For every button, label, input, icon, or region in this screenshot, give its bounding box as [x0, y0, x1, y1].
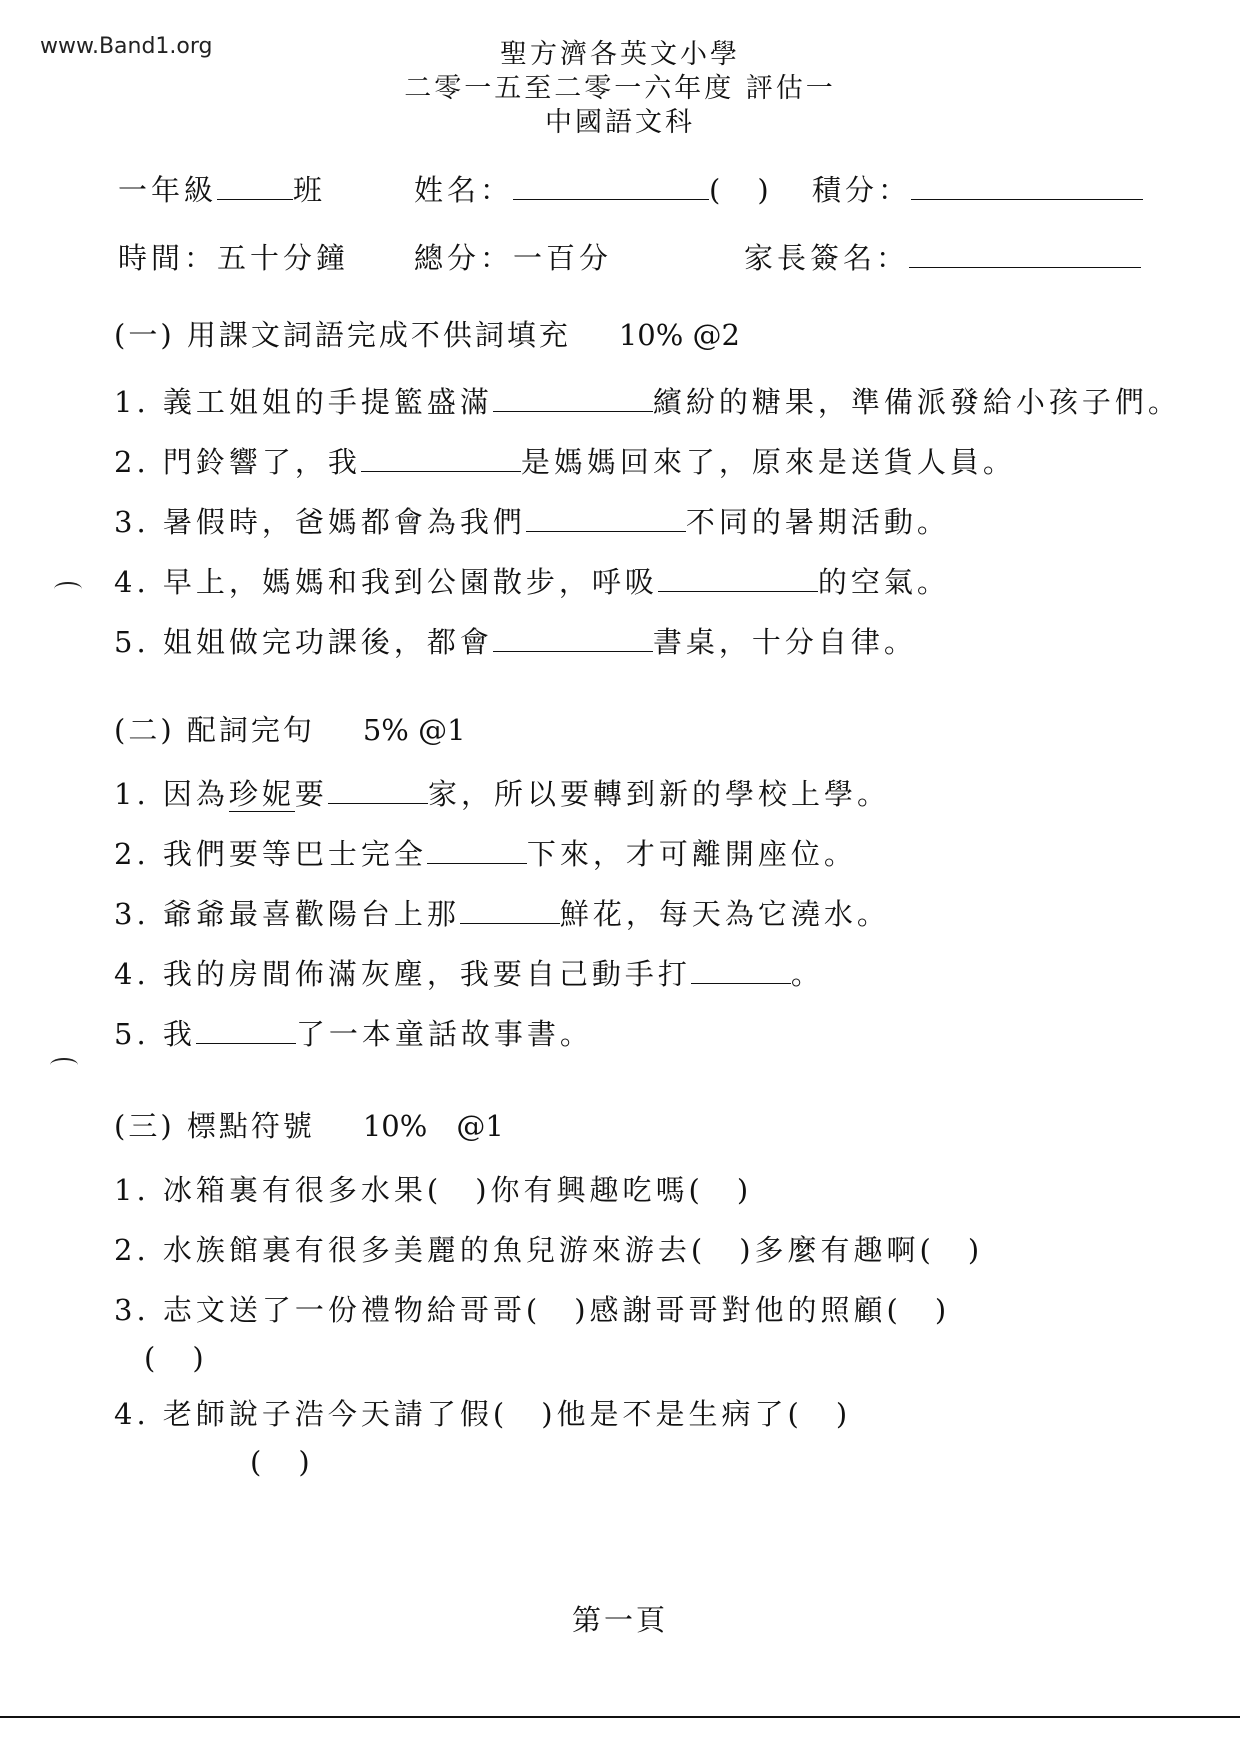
s3-item-1 [114, 1168, 752, 1209]
answer-blank[interactable] [493, 387, 653, 412]
answer-blank[interactable] [196, 1019, 296, 1044]
item-number: 3. [114, 1293, 150, 1327]
item-number: 1. [114, 1173, 150, 1207]
watermark: www.Band1.org [40, 34, 213, 59]
section1-title: (一) 用課文詞語完成不供詞填充 [114, 318, 571, 352]
item-text-before: 早上，媽媽和我到公園散步，呼吸 [162, 565, 658, 599]
section1-percent: 10% @2 [618, 318, 740, 352]
item-number: 1. [114, 777, 150, 811]
item-number: 1. [114, 385, 150, 419]
item-text-before: 我們要等巴士完全 [162, 837, 427, 871]
total-label: 總分：一百分 [414, 241, 613, 275]
parent-sign-row [744, 236, 1141, 277]
grade-label: 一年級 [118, 173, 218, 207]
item-text-before: 門鈴響了，我 [162, 445, 361, 479]
score-label: 積分： [812, 173, 912, 207]
s1-item-3 [114, 500, 950, 541]
item-text-before: 爺爺最喜歡陽台上那 [162, 897, 460, 931]
section3-title: (三) 標點符號 [114, 1109, 315, 1143]
item-number: 4. [114, 957, 150, 991]
answer-blank[interactable] [691, 959, 791, 984]
answer-blank[interactable] [328, 779, 428, 804]
school-name: 聖方濟各英文小學 [500, 39, 740, 70]
section3-title-row [114, 1104, 504, 1145]
proper-name-underlined: 珍妮 [228, 777, 295, 811]
s3-item-3 [114, 1288, 950, 1329]
item-text-before: 因為 [162, 777, 229, 811]
s2-item-5 [114, 1012, 593, 1053]
answer-blank[interactable] [460, 899, 560, 924]
item-text-before: 姐姐做完功課後，都會 [162, 625, 493, 659]
answer-blank[interactable] [526, 507, 686, 532]
item-text: 志文送了一份禮物給哥哥( )感謝哥哥對他的照顧( ) [162, 1293, 951, 1327]
s3-item-3-continuation[interactable]: ( ) [144, 1341, 208, 1375]
item-text: 水族館裏有很多美麗的魚兒游來游去( )多麼有趣啊( ) [162, 1233, 984, 1267]
subject-title: 中國語文科 [545, 107, 695, 138]
section3-percent: 10% @1 [362, 1109, 504, 1143]
section2-title: (二) 配詞完句 [114, 713, 315, 747]
page-number: 第一頁 [571, 1603, 668, 1637]
s1-item-2 [114, 440, 1016, 481]
item-text-before: 要 [294, 777, 328, 811]
item-text-before: 我 [162, 1017, 196, 1051]
parent-sign-blank[interactable] [909, 243, 1141, 268]
name-blank[interactable] [513, 175, 709, 200]
item-text: 老師說子浩今天請了假( )他是不是生病了( ) [162, 1397, 852, 1431]
s3-item-4-continuation[interactable]: ( ) [250, 1445, 314, 1479]
name-row [414, 168, 773, 209]
item-text-before: 暑假時，爸媽都會為我們 [162, 505, 526, 539]
item-text-after: 了一本童話故事書。 [295, 1017, 593, 1051]
section1-title-row [114, 313, 740, 354]
answer-blank[interactable] [361, 447, 521, 472]
item-text-after: 書桌，十分自律。 [652, 625, 917, 659]
item-number: 4. [114, 565, 150, 599]
time-label: 時間：五十分鐘 [118, 241, 350, 275]
margin-mark [54, 582, 82, 596]
s1-item-4 [114, 560, 950, 601]
item-text-after: 下來，才可離開座位。 [526, 837, 857, 871]
item-number: 4. [114, 1397, 150, 1431]
item-text-after: 的空氣。 [817, 565, 950, 599]
answer-blank[interactable] [493, 627, 653, 652]
score-row [812, 168, 1143, 209]
item-text-after: 繽紛的糖果，準備派發給小孩子們。 [652, 385, 1181, 419]
parent-sign-label: 家長簽名： [744, 241, 910, 275]
margin-mark [50, 1058, 78, 1072]
section2-percent: 5% @1 [362, 713, 466, 747]
item-number: 2. [114, 837, 150, 871]
item-text-after: 鮮花，每天為它澆水。 [559, 897, 890, 931]
s1-item-1 [114, 380, 1181, 421]
item-number: 2. [114, 445, 150, 479]
answer-blank[interactable] [427, 839, 527, 864]
item-text-before: 我的房間佈滿灰塵，我要自己動手打 [162, 957, 691, 991]
class-label: 班 [293, 173, 327, 207]
school-year: 二零一五至二零一六年度 評估一 [404, 73, 836, 104]
grade-class-row [118, 168, 326, 209]
item-text-after: 家，所以要轉到新的學校上學。 [427, 777, 890, 811]
score-blank[interactable] [911, 175, 1143, 200]
s3-item-4 [114, 1392, 851, 1433]
item-number: 2. [114, 1233, 150, 1267]
item-text-before: 義工姐姐的手提籃盛滿 [162, 385, 493, 419]
s2-item-1 [114, 772, 890, 813]
item-number: 3. [114, 897, 150, 931]
answer-blank[interactable] [658, 567, 818, 592]
s2-item-2 [114, 832, 857, 873]
s1-item-5 [114, 620, 917, 661]
class-number-paren[interactable]: ( ) [709, 173, 773, 207]
item-text-after: 是媽媽回來了，原來是送貨人員。 [520, 445, 1016, 479]
s2-item-3 [114, 892, 890, 933]
name-label: 姓名： [414, 173, 514, 207]
item-text: 冰箱裏有很多水果( )你有興趣吃嗎( ) [162, 1173, 753, 1207]
section2-title-row [114, 708, 466, 749]
class-blank[interactable] [217, 175, 293, 200]
item-number: 5. [114, 1017, 150, 1051]
item-text-after: 。 [790, 957, 824, 991]
s3-item-2 [114, 1228, 983, 1269]
item-number: 3. [114, 505, 150, 539]
item-text-after: 不同的暑期活動。 [685, 505, 950, 539]
item-number: 5. [114, 625, 150, 659]
bottom-divider [0, 1716, 1240, 1718]
s2-item-4 [114, 952, 824, 993]
